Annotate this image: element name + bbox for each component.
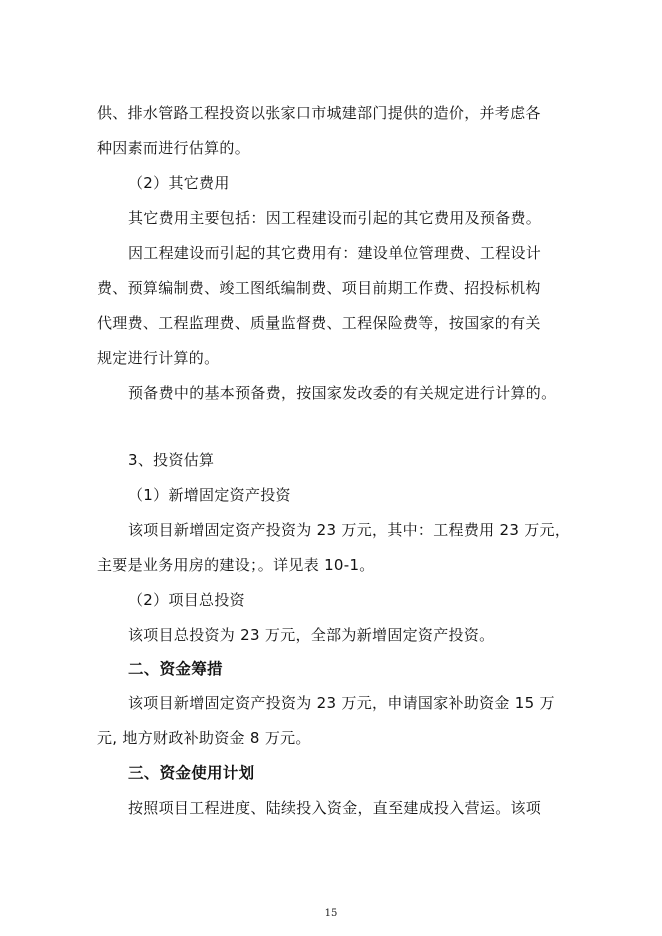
page-number: 15 xyxy=(324,908,338,919)
body-line-4: 因工程建设而引起的其它费用有：建设单位管理费、工程设计 xyxy=(128,244,542,262)
body-line-13: 元, 地方财政补助资金 8 万元。 xyxy=(97,729,311,747)
body-line-8: 预备费中的基本预备费，按国家发改委的有关规定进行计算的。 xyxy=(128,384,557,402)
body-line-12: 该项目新增固定资产投资为 23 万元，申请国家补助资金 15 万 xyxy=(128,694,555,712)
body-line-10: 主要是业务用房的建设；。详见表 10-1。 xyxy=(97,556,375,574)
body-line-6: 代理费、工程监理费、质量监督费、工程保险费等，按国家的有关 xyxy=(97,314,541,332)
body-line-7: 规定进行计算的。 xyxy=(97,349,220,367)
subsection-heading-other-costs: （2）其它费用 xyxy=(128,174,230,192)
body-line-5: 费、预算编制费、竣工图纸编制费、项目前期工作费、招投标机构 xyxy=(97,279,541,297)
body-line-14: 按照项目工程进度、陆续投入资金，直至建成投入营运。该项 xyxy=(128,799,542,817)
subsection-heading-total-investment: （2）项目总投资 xyxy=(128,591,245,609)
body-line-3: 其它费用主要包括：因工程建设而引起的其它费用及预备费。 xyxy=(128,209,542,227)
chapter-heading-fund-usage-plan: 三、资金使用计划 xyxy=(128,764,255,782)
chapter-heading-fund-raising: 二、资金筹措 xyxy=(128,660,223,678)
body-line-1: 供、排水管路工程投资以张家口市城建部门提供的造价，并考虑各 xyxy=(97,104,541,122)
subsection-heading-fixed-assets: （1）新增固定资产投资 xyxy=(128,486,291,504)
body-line-11: 该项目总投资为 23 万元，全部为新增固定资产投资。 xyxy=(128,626,495,644)
body-line-2: 种因素而进行估算的。 xyxy=(97,139,251,157)
body-line-9: 该项目新增固定资产投资为 23 万元，其中：工程费用 23 万元， xyxy=(128,521,571,539)
section-heading-investment-estimate: 3、投资估算 xyxy=(128,451,215,469)
